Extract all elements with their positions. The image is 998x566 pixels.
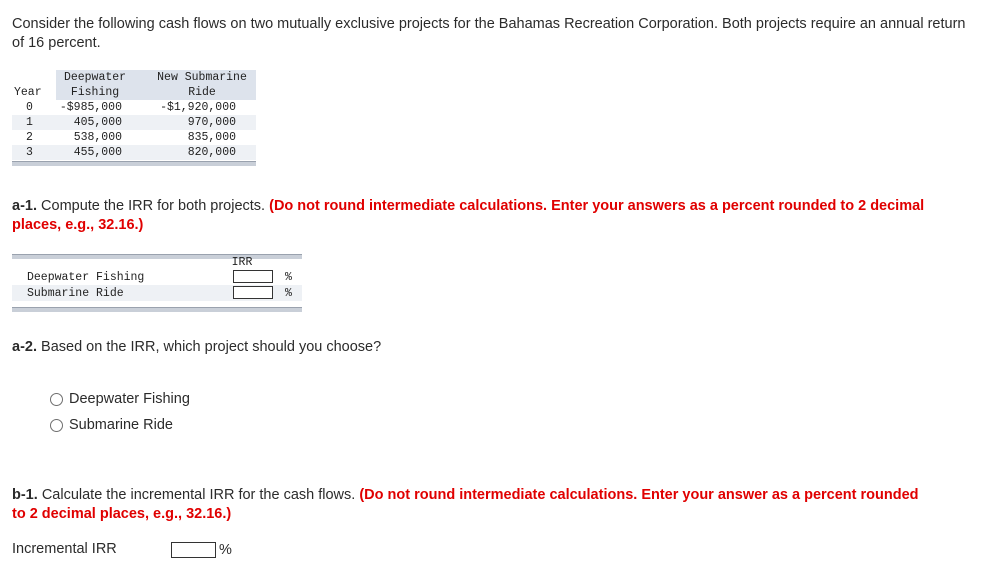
table-row <box>12 100 256 115</box>
submarine-cell: -$1,920,000 <box>160 101 236 114</box>
a1-instruction: (Do not round intermediate calculations. Enter your answers as a percent rounded to 2 decimal places, e.g., 32.16.) <box>12 198 925 233</box>
irr-column-header: IRR <box>231 256 253 269</box>
deepwater-cell: 455,000 <box>73 146 122 159</box>
header-deepwater-line1: Deepwater <box>63 71 127 84</box>
irr-row-submarine <box>12 285 302 301</box>
radio-button[interactable] <box>50 419 63 432</box>
irr-submarine-input[interactable] <box>233 286 273 299</box>
year-cell: 3 <box>26 146 33 159</box>
deepwater-cell: 405,000 <box>73 116 122 129</box>
table-bottom-rule <box>12 161 256 166</box>
table-row <box>12 145 256 160</box>
a2-label: a-2. <box>12 339 37 355</box>
irr-row-deepwater <box>12 269 302 285</box>
radio-label[interactable]: Deepwater Fishing <box>69 391 190 407</box>
header-year: Year <box>14 86 42 99</box>
a2-question: Based on the IRR, which project should you choose? <box>41 339 382 355</box>
b1-question: Calculate the incremental IRR for the cash flows. <box>41 487 356 503</box>
a1-question: Compute the IRR for both projects. <box>41 198 266 214</box>
question-a2 <box>12 338 912 357</box>
irr-deepwater-input[interactable] <box>233 270 273 283</box>
radio-option-deepwater[interactable] <box>50 390 190 409</box>
incremental-percent-unit: % <box>219 542 232 558</box>
submarine-cell: 835,000 <box>187 131 236 144</box>
intro-text: Consider the following cash flows on two mutually exclusive projects for the Bahamas Recreation Corporation. Both projects require an annual return of 16 percent. <box>12 16 966 51</box>
irr-row-label: Deepwater Fishing <box>27 271 145 284</box>
radio-option-submarine[interactable] <box>50 416 173 435</box>
incremental-irr-input[interactable] <box>171 542 216 558</box>
question-b1 <box>12 486 932 524</box>
b1-instruction: (Do not round intermediate calculations. Enter your answer as a percent rounded to 2 decimal places, e.g., 32.16.) <box>12 487 919 522</box>
irr-table-bottom-rule <box>12 307 302 312</box>
table-row <box>12 130 256 145</box>
radio-label[interactable]: Submarine Ride <box>69 417 173 433</box>
b1-label: b-1. <box>12 487 38 503</box>
percent-unit: % <box>285 271 292 284</box>
table-row <box>12 115 256 130</box>
incremental-irr-label: Incremental IRR <box>12 541 117 557</box>
header-submarine-line2: Ride <box>188 86 216 99</box>
year-cell: 1 <box>26 116 33 129</box>
a1-label: a-1. <box>12 198 37 214</box>
radio-button[interactable] <box>50 393 63 406</box>
header-deepwater-line2: Fishing <box>70 86 120 99</box>
year-cell: 2 <box>26 131 33 144</box>
deepwater-cell: 538,000 <box>73 131 122 144</box>
question-a1 <box>12 197 952 235</box>
percent-unit: % <box>285 287 292 300</box>
header-submarine-line1: New Submarine <box>157 71 247 84</box>
submarine-cell: 970,000 <box>187 116 236 129</box>
irr-row-label: Submarine Ride <box>27 287 124 300</box>
year-cell: 0 <box>26 101 33 114</box>
deepwater-cell: -$985,000 <box>59 101 122 114</box>
submarine-cell: 820,000 <box>187 146 236 159</box>
